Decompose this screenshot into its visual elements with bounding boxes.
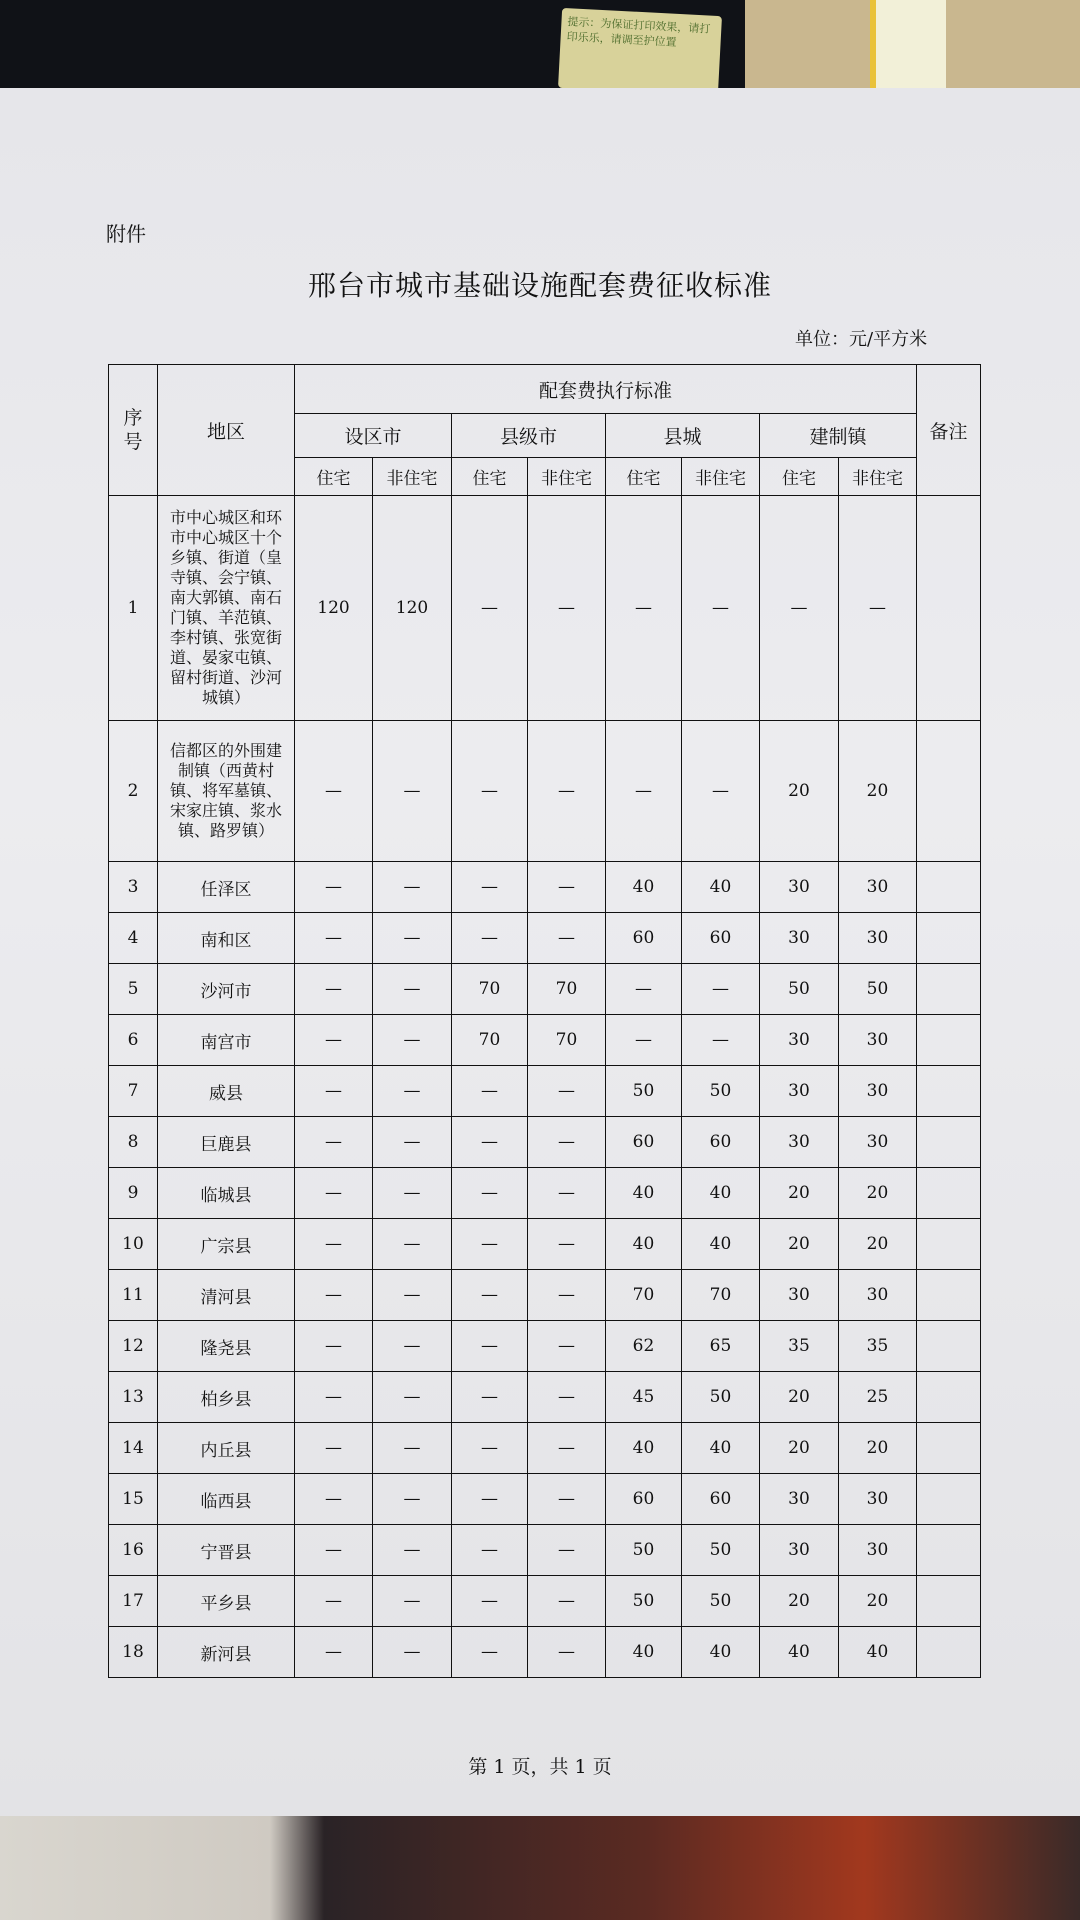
cell-value: — bbox=[606, 496, 682, 721]
table-row bbox=[109, 1321, 981, 1372]
cell-value: — bbox=[373, 1474, 452, 1525]
cell-value: — bbox=[373, 1372, 452, 1423]
table-row bbox=[109, 913, 981, 964]
cell-value: — bbox=[295, 1627, 373, 1678]
header-sub: 住宅 bbox=[452, 458, 528, 496]
cell-value: 40 bbox=[606, 1168, 682, 1219]
cell-value: 20 bbox=[839, 1576, 917, 1627]
table-row bbox=[109, 964, 981, 1015]
cell-seq: 4 bbox=[109, 913, 158, 964]
cell-value: — bbox=[452, 1525, 528, 1576]
cell-remark bbox=[917, 964, 981, 1015]
cell-value: — bbox=[452, 1423, 528, 1474]
cell-value: — bbox=[452, 913, 528, 964]
cell-value: — bbox=[528, 1372, 606, 1423]
cell-value: — bbox=[373, 1423, 452, 1474]
cell-value: 30 bbox=[760, 1270, 839, 1321]
cell-value: — bbox=[295, 862, 373, 913]
cell-value: — bbox=[682, 721, 760, 862]
cell-remark bbox=[917, 496, 981, 721]
cell-value: 40 bbox=[682, 862, 760, 913]
header-sub: 住宅 bbox=[606, 458, 682, 496]
cell-remark bbox=[917, 1270, 981, 1321]
cell-value: 60 bbox=[682, 1117, 760, 1168]
cell-value: — bbox=[528, 1474, 606, 1525]
cell-value: — bbox=[760, 496, 839, 721]
header-standard: 配套费执行标准 bbox=[295, 365, 917, 414]
cell-value: 60 bbox=[682, 913, 760, 964]
cell-value: 30 bbox=[760, 862, 839, 913]
cell-value: — bbox=[373, 1219, 452, 1270]
cell-value: 50 bbox=[682, 1576, 760, 1627]
cell-value: — bbox=[528, 1423, 606, 1474]
cell-value: — bbox=[452, 1576, 528, 1627]
cell-region: 临城县 bbox=[158, 1168, 295, 1219]
header-sub: 非住宅 bbox=[373, 458, 452, 496]
cell-remark bbox=[917, 1117, 981, 1168]
cell-value: 30 bbox=[839, 862, 917, 913]
background-floor bbox=[0, 1810, 1080, 1920]
table-row bbox=[109, 1168, 981, 1219]
cell-remark bbox=[917, 1576, 981, 1627]
cell-value: 30 bbox=[839, 1015, 917, 1066]
cell-value: 60 bbox=[606, 1474, 682, 1525]
cell-remark bbox=[917, 913, 981, 964]
cell-value: 50 bbox=[760, 964, 839, 1015]
background-label bbox=[870, 0, 946, 92]
cell-value: — bbox=[373, 1576, 452, 1627]
cell-value: — bbox=[528, 1066, 606, 1117]
cell-value: 20 bbox=[760, 1219, 839, 1270]
cell-value: 50 bbox=[682, 1525, 760, 1576]
cell-remark bbox=[917, 1066, 981, 1117]
cell-value: — bbox=[373, 1066, 452, 1117]
background-notice-sticker: 提示：为保证打印效果，请打印乐乐，请调至护位置 bbox=[558, 8, 722, 96]
cell-value: 50 bbox=[839, 964, 917, 1015]
cell-value: — bbox=[295, 1219, 373, 1270]
cell-value: — bbox=[528, 1219, 606, 1270]
cell-value: 20 bbox=[760, 1576, 839, 1627]
cell-remark bbox=[917, 1321, 981, 1372]
cell-region: 隆尧县 bbox=[158, 1321, 295, 1372]
cell-remark bbox=[917, 1015, 981, 1066]
cell-value: — bbox=[295, 1270, 373, 1321]
cell-value: — bbox=[528, 1576, 606, 1627]
header-remark: 备注 bbox=[917, 365, 981, 496]
cell-value: — bbox=[373, 1270, 452, 1321]
header-sub: 非住宅 bbox=[682, 458, 760, 496]
table-row bbox=[109, 496, 981, 721]
cell-value: 120 bbox=[295, 496, 373, 721]
cell-region: 清河县 bbox=[158, 1270, 295, 1321]
cell-remark bbox=[917, 862, 981, 913]
cell-seq: 10 bbox=[109, 1219, 158, 1270]
cell-remark bbox=[917, 1525, 981, 1576]
header-group: 设区市 bbox=[295, 414, 452, 458]
cell-value: 70 bbox=[606, 1270, 682, 1321]
cell-region: 宁晋县 bbox=[158, 1525, 295, 1576]
cell-value: — bbox=[606, 1015, 682, 1066]
cell-value: 60 bbox=[606, 913, 682, 964]
cell-region: 广宗县 bbox=[158, 1219, 295, 1270]
header-group: 县级市 bbox=[452, 414, 606, 458]
cell-value: 50 bbox=[606, 1525, 682, 1576]
cell-seq: 11 bbox=[109, 1270, 158, 1321]
cell-value: — bbox=[452, 1066, 528, 1117]
header-sub: 住宅 bbox=[295, 458, 373, 496]
cell-remark bbox=[917, 1219, 981, 1270]
header-sub: 非住宅 bbox=[839, 458, 917, 496]
fee-standard-table bbox=[108, 364, 981, 1678]
cell-value: 40 bbox=[606, 1423, 682, 1474]
cell-value: 50 bbox=[606, 1066, 682, 1117]
cell-value: 20 bbox=[760, 1168, 839, 1219]
cell-value: 30 bbox=[760, 913, 839, 964]
cell-value: 20 bbox=[760, 1423, 839, 1474]
cell-value: — bbox=[528, 1117, 606, 1168]
cell-value: — bbox=[528, 1627, 606, 1678]
cell-remark bbox=[917, 721, 981, 862]
cell-value: — bbox=[295, 1576, 373, 1627]
cell-remark bbox=[917, 1627, 981, 1678]
cell-value: 65 bbox=[682, 1321, 760, 1372]
cell-value: — bbox=[373, 862, 452, 913]
cell-value: 30 bbox=[839, 1270, 917, 1321]
cell-value: — bbox=[373, 1525, 452, 1576]
cell-value: — bbox=[373, 913, 452, 964]
cell-remark bbox=[917, 1372, 981, 1423]
cell-region: 威县 bbox=[158, 1066, 295, 1117]
table-row bbox=[109, 1372, 981, 1423]
cell-value: 30 bbox=[839, 1474, 917, 1525]
cell-seq: 17 bbox=[109, 1576, 158, 1627]
cell-value: 20 bbox=[839, 721, 917, 862]
cell-value: — bbox=[452, 862, 528, 913]
cell-value: 70 bbox=[452, 1015, 528, 1066]
cell-region: 柏乡县 bbox=[158, 1372, 295, 1423]
cell-value: — bbox=[373, 1168, 452, 1219]
cell-seq: 18 bbox=[109, 1627, 158, 1678]
cell-seq: 2 bbox=[109, 721, 158, 862]
cell-value: — bbox=[452, 1474, 528, 1525]
cell-value: — bbox=[528, 496, 606, 721]
document-title: 邢台市城市基础设施配套费征收标准 bbox=[307, 269, 772, 302]
cell-value: 35 bbox=[839, 1321, 917, 1372]
cell-value: 20 bbox=[839, 1168, 917, 1219]
attachment-label: 附件 bbox=[106, 222, 146, 246]
header-sub: 非住宅 bbox=[528, 458, 606, 496]
cell-value: 30 bbox=[760, 1117, 839, 1168]
cell-value: 70 bbox=[682, 1270, 760, 1321]
cell-value: 25 bbox=[839, 1372, 917, 1423]
cell-value: 40 bbox=[682, 1423, 760, 1474]
cell-value: — bbox=[452, 1627, 528, 1678]
cell-value: — bbox=[373, 1117, 452, 1168]
cell-value: — bbox=[528, 1321, 606, 1372]
cell-region: 信都区的外围建制镇（西黄村镇、将军墓镇、宋家庄镇、浆水镇、路罗镇） bbox=[158, 721, 295, 862]
cell-value: — bbox=[295, 1525, 373, 1576]
cell-value: 40 bbox=[606, 1627, 682, 1678]
table-row bbox=[109, 1066, 981, 1117]
cell-remark bbox=[917, 1474, 981, 1525]
cell-value: 30 bbox=[839, 1525, 917, 1576]
cell-value: — bbox=[295, 721, 373, 862]
cell-value: 30 bbox=[760, 1525, 839, 1576]
cell-value: 40 bbox=[682, 1627, 760, 1678]
cell-value: 20 bbox=[760, 721, 839, 862]
cell-value: — bbox=[528, 913, 606, 964]
table-row bbox=[109, 1576, 981, 1627]
cell-value: — bbox=[452, 1372, 528, 1423]
cell-remark bbox=[917, 1168, 981, 1219]
table-row bbox=[109, 1423, 981, 1474]
cell-value: 30 bbox=[760, 1015, 839, 1066]
cell-region: 临西县 bbox=[158, 1474, 295, 1525]
cell-value: — bbox=[452, 721, 528, 862]
cell-seq: 16 bbox=[109, 1525, 158, 1576]
cell-region: 南宫市 bbox=[158, 1015, 295, 1066]
cell-seq: 9 bbox=[109, 1168, 158, 1219]
cell-region: 南和区 bbox=[158, 913, 295, 964]
header-seq: 序号 bbox=[109, 365, 158, 496]
cell-value: — bbox=[682, 496, 760, 721]
cell-region: 任泽区 bbox=[158, 862, 295, 913]
cell-value: — bbox=[606, 964, 682, 1015]
cell-value: 20 bbox=[839, 1219, 917, 1270]
cell-value: 45 bbox=[606, 1372, 682, 1423]
cell-value: 60 bbox=[682, 1474, 760, 1525]
table-row bbox=[109, 1117, 981, 1168]
cell-region: 市中心城区和环市中心城区十个乡镇、街道（皇寺镇、会宁镇、南大郭镇、南石门镇、羊范镇、李村镇、张宽街道、晏家屯镇、留村街道、沙河城镇） bbox=[158, 496, 295, 721]
cell-value: 20 bbox=[760, 1372, 839, 1423]
cell-value: — bbox=[295, 964, 373, 1015]
cell-value: — bbox=[528, 1525, 606, 1576]
cell-value: — bbox=[295, 1372, 373, 1423]
cell-value: — bbox=[528, 862, 606, 913]
unit-label: 单位：元/平方米 bbox=[795, 329, 928, 350]
cell-value: 40 bbox=[682, 1219, 760, 1270]
cell-value: 70 bbox=[528, 1015, 606, 1066]
cell-value: — bbox=[682, 964, 760, 1015]
cell-value: — bbox=[839, 496, 917, 721]
cell-value: — bbox=[373, 1321, 452, 1372]
cell-value: 50 bbox=[682, 1372, 760, 1423]
header-region: 地区 bbox=[158, 365, 295, 496]
cell-region: 平乡县 bbox=[158, 1576, 295, 1627]
cell-value: 50 bbox=[606, 1576, 682, 1627]
cell-seq: 5 bbox=[109, 964, 158, 1015]
cell-seq: 7 bbox=[109, 1066, 158, 1117]
cell-value: 40 bbox=[606, 1219, 682, 1270]
cell-value: 30 bbox=[760, 1474, 839, 1525]
cell-value: — bbox=[373, 721, 452, 862]
table-row bbox=[109, 1015, 981, 1066]
cell-value: — bbox=[373, 1015, 452, 1066]
cell-value: — bbox=[452, 1270, 528, 1321]
cell-seq: 8 bbox=[109, 1117, 158, 1168]
table-row bbox=[109, 721, 981, 862]
cell-value: 40 bbox=[839, 1627, 917, 1678]
cell-seq: 6 bbox=[109, 1015, 158, 1066]
cell-value: — bbox=[452, 496, 528, 721]
cell-value: 50 bbox=[682, 1066, 760, 1117]
cell-value: — bbox=[295, 1117, 373, 1168]
cell-value: 20 bbox=[839, 1423, 917, 1474]
cell-seq: 15 bbox=[109, 1474, 158, 1525]
cell-value: — bbox=[528, 721, 606, 862]
page-footer: 第 1 页，共 1 页 bbox=[468, 1756, 612, 1778]
cell-remark bbox=[917, 1423, 981, 1474]
cell-region: 巨鹿县 bbox=[158, 1117, 295, 1168]
cell-value: — bbox=[452, 1168, 528, 1219]
cell-value: — bbox=[295, 1066, 373, 1117]
cell-value: 40 bbox=[682, 1168, 760, 1219]
table-row bbox=[109, 1219, 981, 1270]
cell-value: — bbox=[452, 1321, 528, 1372]
cell-value: 40 bbox=[760, 1627, 839, 1678]
cell-value: — bbox=[373, 1627, 452, 1678]
cell-seq: 14 bbox=[109, 1423, 158, 1474]
header-group: 县城 bbox=[606, 414, 760, 458]
cell-value: 30 bbox=[839, 1117, 917, 1168]
cell-region: 新河县 bbox=[158, 1627, 295, 1678]
cell-value: — bbox=[295, 1168, 373, 1219]
cell-region: 沙河市 bbox=[158, 964, 295, 1015]
cell-value: — bbox=[295, 1423, 373, 1474]
cell-value: 30 bbox=[839, 1066, 917, 1117]
cell-value: 30 bbox=[839, 913, 917, 964]
cell-value: — bbox=[295, 1321, 373, 1372]
table-row bbox=[109, 862, 981, 913]
cell-value: — bbox=[373, 964, 452, 1015]
cell-seq: 12 bbox=[109, 1321, 158, 1372]
cell-region: 内丘县 bbox=[158, 1423, 295, 1474]
table-row bbox=[109, 1627, 981, 1678]
cell-value: — bbox=[528, 1270, 606, 1321]
cell-value: — bbox=[295, 913, 373, 964]
cell-value: — bbox=[452, 1219, 528, 1270]
cell-value: 70 bbox=[528, 964, 606, 1015]
cell-value: 60 bbox=[606, 1117, 682, 1168]
cell-value: 120 bbox=[373, 496, 452, 721]
table-row bbox=[109, 1525, 981, 1576]
cell-value: 30 bbox=[760, 1066, 839, 1117]
cell-value: — bbox=[295, 1015, 373, 1066]
cell-seq: 13 bbox=[109, 1372, 158, 1423]
table-row bbox=[109, 1474, 981, 1525]
cell-value: — bbox=[452, 1117, 528, 1168]
cell-value: — bbox=[528, 1168, 606, 1219]
cell-value: 62 bbox=[606, 1321, 682, 1372]
table-row bbox=[109, 1270, 981, 1321]
cell-value: 40 bbox=[606, 862, 682, 913]
header-sub: 住宅 bbox=[760, 458, 839, 496]
cell-value: — bbox=[682, 1015, 760, 1066]
cell-value: 70 bbox=[452, 964, 528, 1015]
cell-value: — bbox=[606, 721, 682, 862]
cell-seq: 3 bbox=[109, 862, 158, 913]
header-group: 建制镇 bbox=[760, 414, 917, 458]
cell-seq: 1 bbox=[109, 496, 158, 721]
cell-value: — bbox=[295, 1474, 373, 1525]
cell-value: 35 bbox=[760, 1321, 839, 1372]
